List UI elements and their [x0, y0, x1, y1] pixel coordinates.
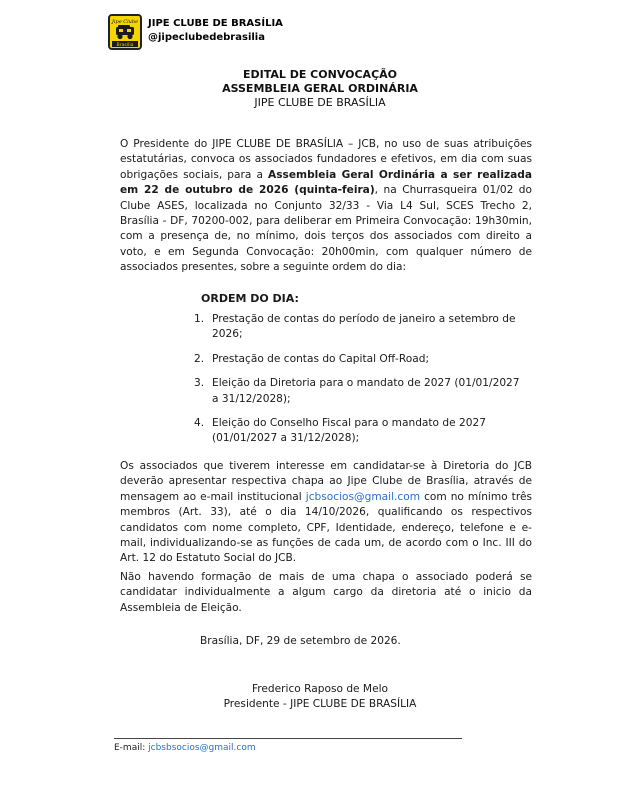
ordem-list — [194, 312, 528, 456]
list-item — [194, 376, 528, 407]
intro-paragraph — [120, 137, 532, 276]
item-number: 2. — [194, 352, 205, 365]
list-item — [194, 352, 528, 367]
document-titles — [0, 68, 640, 110]
intro-bold-date: Assembleia Geral Ordinária a ser realizada em 22 de outubro de 2026 (quinta-feira) — [120, 168, 532, 197]
candidatura-text: Os associados que tiverem interesse em candidatar-se à Diretoria do JCB deverão apresentar respectiva chapa ao Jipe Clube de Brasília, através de mensagem ao e-mail institucional — [120, 460, 532, 503]
item-text: Prestação de contas do Capital Off-Road; — [212, 352, 430, 365]
jeep-logo-icon — [110, 16, 140, 48]
title-assembleia: ASSEMBLEIA GERAL ORDINÁRIA — [222, 82, 418, 95]
item-number: 3. — [194, 377, 205, 390]
brand-block — [148, 17, 283, 45]
item-text: Prestação de contas do período de janeiro a setembro de 2026; — [212, 313, 516, 341]
institutional-email-link[interactable]: jcbsocios@gmail.com — [305, 490, 421, 503]
footer-divider — [114, 738, 462, 739]
individual-paragraph: Não havendo formação de mais de uma chapa o associado poderá se candidatar individualmente a algum cargo da diretoria até o inicio da Assembleia de Eleição. — [120, 571, 532, 614]
list-item — [194, 312, 528, 343]
signature-block — [0, 682, 640, 712]
item-number: 4. — [194, 417, 205, 430]
item-number: 1. — [194, 313, 205, 325]
club-logo — [108, 14, 142, 50]
brand-name: JIPE CLUBE DE BRASÍLIA — [148, 18, 283, 29]
intro-text: O Presidente do JIPE CLUBE DE BRASÍLIA – JCB, no uso de suas atribuições estatutárias, convoca os associados fundadores e efetivos, em dia com suas obrigações sociais, para a — [120, 138, 532, 181]
signer-role: Presidente - JIPE CLUBE DE BRASÍLIA — [223, 698, 417, 710]
title-edital: EDITAL DE CONVOCAÇÃO — [242, 68, 398, 81]
candidatura-paragraph — [120, 459, 532, 567]
ordem-title: ORDEM DO DIA: — [201, 292, 299, 305]
intro-text-rest: , na Churrasqueira 01/02 do Clube ASES, localizada no Conjunto 32/33 - Via L4 Sul, SCES Trecho 2, Brasília - DF, 70200-002, para deliberar em Primeira Convocação: 19h30min, com a presença de, no mínimo, dois terços dos associados com direito a voto, e em Segunda Convocação: 20h00min, com qualquer número de associados presentes, sobre a seguinte ordem do dia: — [120, 184, 532, 274]
signer-name: Frederico Raposo de Melo — [251, 683, 389, 695]
footer-label: E-mail: — [114, 743, 149, 753]
place-date: Brasília, DF, 29 de setembro de 2026. — [200, 635, 401, 647]
logo-top-text: Jipe Clube — [111, 19, 139, 25]
footer — [114, 742, 256, 754]
candidatura-text-rest: com no mínimo três membros (Art. 33), até o dia 14/10/2026, qualificando os respectivos candidatos com nome completo, CPF, Identidade, endereço, telefone e e-mail, individualizando-se as funções de cada um, de acordo com o Inc. III do Art. 12 do Estatuto Social do JCB. — [120, 490, 532, 565]
list-item — [194, 416, 528, 447]
item-text: Eleição do Conselho Fiscal para o mandato de 2027 (01/01/2027 a 31/12/2028); — [212, 417, 486, 445]
item-text: Eleição da Diretoria para o mandato de 2027 (01/01/2027 a 31/12/2028); — [212, 377, 520, 405]
footer-email-link[interactable]: jcbsbsocios@gmail.com — [148, 743, 256, 753]
logo-bottom-text: Brasília — [116, 43, 134, 48]
instagram-handle: @jipeclubedebrasilia — [148, 32, 265, 43]
title-club: JIPE CLUBE DE BRASÍLIA — [254, 96, 386, 109]
